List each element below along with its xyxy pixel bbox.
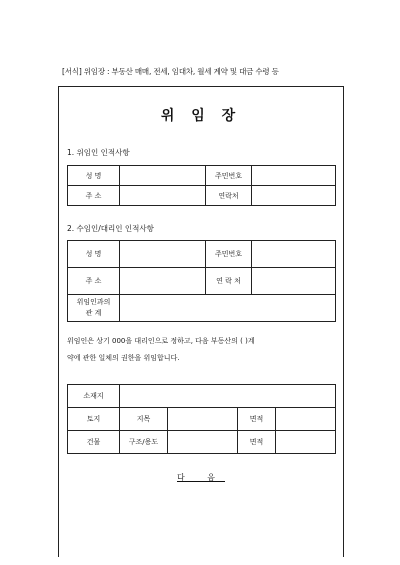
building-area-field[interactable]: [276, 431, 336, 454]
delegator-name-label: 성 명: [68, 166, 120, 186]
agent-relation-label-line1: 위임인과의: [76, 298, 111, 306]
building-structure-label: 구조/용도: [120, 431, 168, 454]
land-category-label: 지목: [120, 408, 168, 431]
following-heading-text: 다 음: [177, 473, 225, 482]
following-heading: [59, 472, 343, 483]
property-table: [67, 384, 336, 454]
location-field[interactable]: [120, 385, 336, 408]
land-area-field[interactable]: [276, 408, 336, 431]
delegation-statement: [67, 333, 337, 367]
agent-name-field[interactable]: [120, 241, 206, 268]
delegation-statement-line1: 위임인은 상기 000을 대리인으로 정하고, 다음 부동산의 ( )계: [67, 337, 255, 345]
agent-name-label: 성 명: [68, 241, 120, 268]
document-title: 위 임 장: [160, 108, 242, 124]
delegator-address-field[interactable]: [120, 186, 206, 206]
delegator-name-field[interactable]: [120, 166, 206, 186]
delegator-contact-label: 연락처: [206, 186, 252, 206]
land-category-field[interactable]: [168, 408, 238, 431]
agent-resident-field[interactable]: [252, 241, 336, 268]
agent-info-table: [67, 240, 336, 322]
section2-heading: 2. 수임인/대리인 인적사항: [67, 224, 154, 233]
land-area-label: 면적: [238, 408, 276, 431]
agent-contact-label: 연 락 처: [206, 268, 252, 295]
delegator-contact-field[interactable]: [252, 186, 336, 206]
delegator-resident-field[interactable]: [252, 166, 336, 186]
land-label: 토지: [68, 408, 120, 431]
building-structure-field[interactable]: [168, 431, 238, 454]
delegator-address-label: 주 소: [68, 186, 120, 206]
delegator-info-table: [67, 165, 336, 206]
delegator-resident-label: 주민번호: [206, 166, 252, 186]
agent-relation-field[interactable]: [120, 295, 336, 322]
agent-address-field[interactable]: [120, 268, 206, 295]
agent-relation-label-line2: 관 계: [85, 309, 102, 317]
delegation-statement-line2: 약에 관한 일체의 권한을 위임합니다.: [67, 354, 180, 362]
location-label: 소재지: [68, 385, 120, 408]
agent-contact-field[interactable]: [252, 268, 336, 295]
building-label: 건물: [68, 431, 120, 454]
agent-address-label: 주 소: [68, 268, 120, 295]
agent-resident-label: 주민번호: [206, 241, 252, 268]
section1-heading: 1. 위임인 인적사항: [67, 148, 130, 157]
building-area-label: 면적: [238, 431, 276, 454]
document-frame: [58, 86, 344, 557]
form-caption: [서식] 위임장 : 부동산 매매, 전세, 임대차, 월세 계약 및 대금 수령 등: [62, 67, 279, 76]
agent-relation-label: [68, 295, 120, 322]
